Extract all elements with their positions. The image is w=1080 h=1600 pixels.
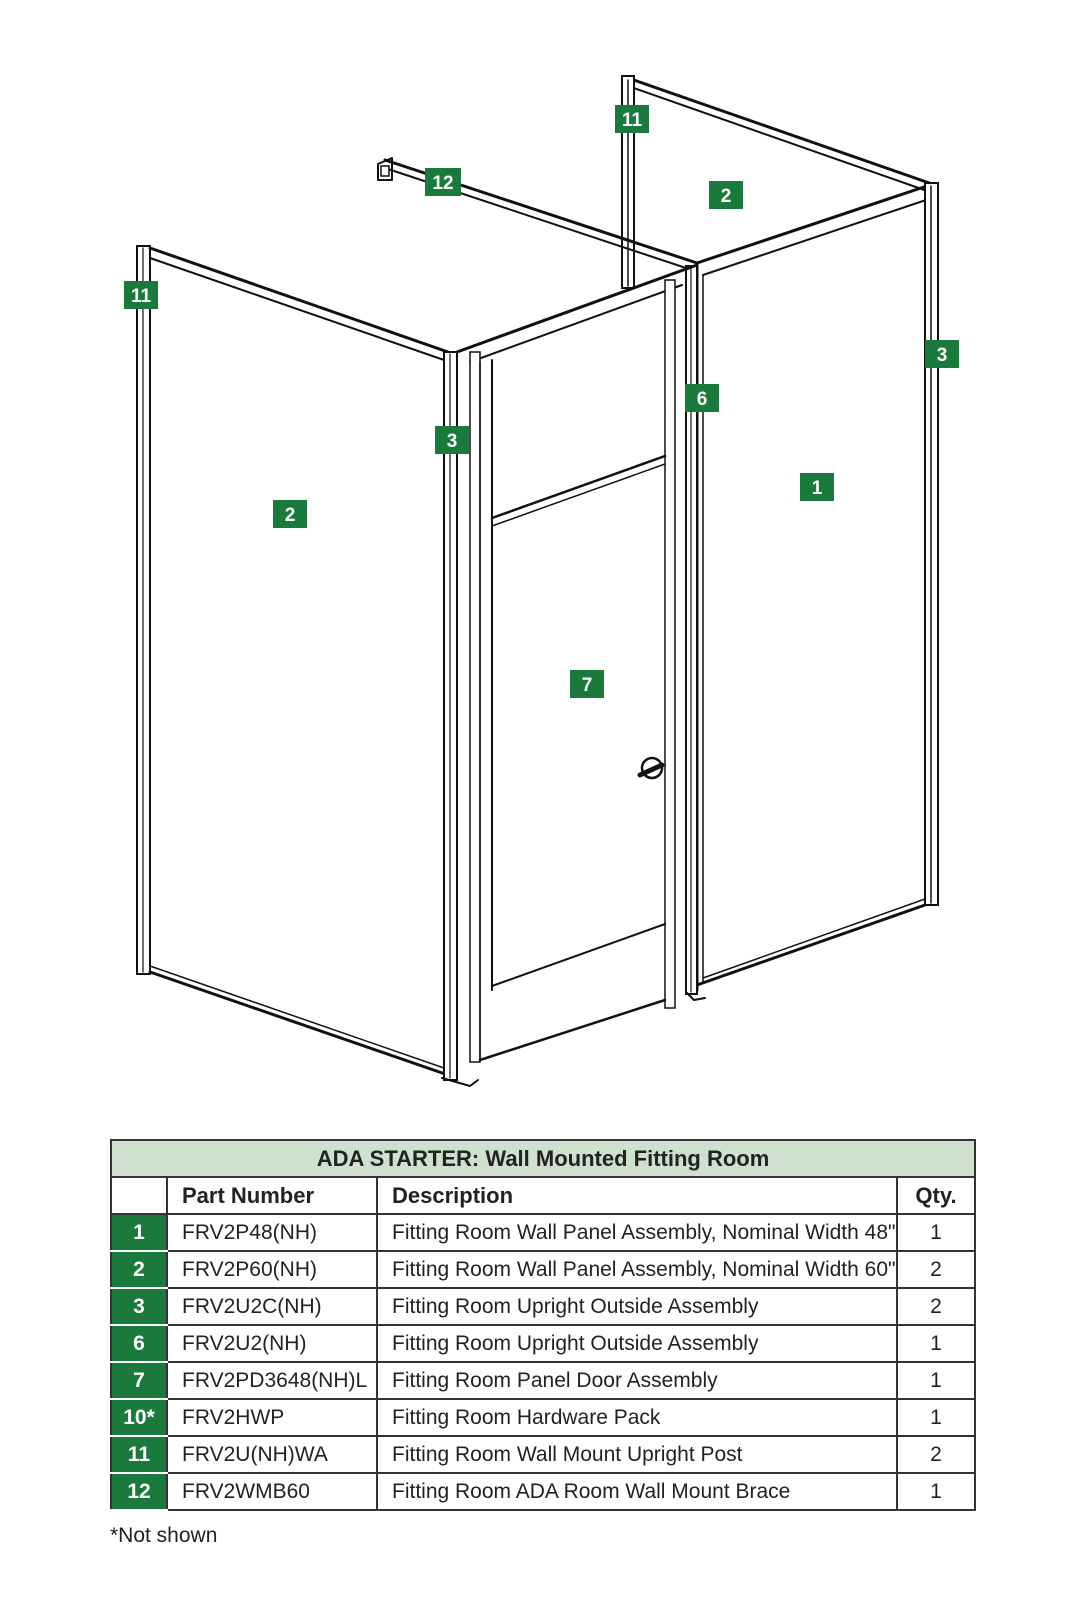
table-row xyxy=(111,1399,975,1436)
svg-text:11: 11 xyxy=(621,110,643,131)
qty-header: Qty. xyxy=(897,1177,975,1214)
part-number: FRV2P48(NH) xyxy=(167,1214,377,1251)
item-number: 2 xyxy=(111,1251,167,1288)
callout-7 xyxy=(570,670,604,698)
svg-text:7: 7 xyxy=(581,675,593,696)
description: Fitting Room Panel Door Assembly xyxy=(377,1362,897,1399)
part-number: FRV2HWP xyxy=(167,1399,377,1436)
description: Fitting Room Wall Panel Assembly, Nominal Width 60" xyxy=(377,1251,897,1288)
description: Fitting Room Upright Outside Assembly xyxy=(377,1325,897,1362)
callout-11-left xyxy=(124,281,158,309)
part-number: FRV2PD3648(NH)L xyxy=(167,1362,377,1399)
part-number: FRV2U(NH)WA xyxy=(167,1436,377,1473)
svg-text:11: 11 xyxy=(130,286,152,307)
description-header: Description xyxy=(377,1177,897,1214)
parts-table xyxy=(110,1139,976,1511)
part-number: FRV2P60(NH) xyxy=(167,1251,377,1288)
item-number: 10* xyxy=(111,1399,167,1436)
item-header xyxy=(111,1177,167,1214)
quantity: 1 xyxy=(897,1325,975,1362)
table-row xyxy=(111,1436,975,1473)
callout-11-back xyxy=(615,105,649,133)
quantity: 1 xyxy=(897,1362,975,1399)
parts-rows xyxy=(111,1214,975,1510)
svg-text:12: 12 xyxy=(432,173,454,194)
callout-12 xyxy=(425,168,461,196)
item-number: 1 xyxy=(111,1214,167,1251)
quantity: 2 xyxy=(897,1251,975,1288)
table-row xyxy=(111,1325,975,1362)
callout-1 xyxy=(800,473,834,501)
svg-text:3: 3 xyxy=(446,431,458,452)
part-number: FRV2WMB60 xyxy=(167,1473,377,1510)
front-door-panel xyxy=(457,265,697,1062)
description: Fitting Room Upright Outside Assembly xyxy=(377,1288,897,1325)
table-row xyxy=(111,1214,975,1251)
item-number: 12 xyxy=(111,1473,167,1510)
table-row xyxy=(111,1288,975,1325)
svg-text:1: 1 xyxy=(811,478,823,499)
right-wall xyxy=(697,183,938,990)
item-number: 7 xyxy=(111,1362,167,1399)
table-title: ADA STARTER: Wall Mounted Fitting Room xyxy=(111,1140,975,1177)
description: Fitting Room Wall Mount Upright Post xyxy=(377,1436,897,1473)
part-number-header: Part Number xyxy=(167,1177,377,1214)
middle-upright xyxy=(686,266,705,1000)
callout-2-back xyxy=(709,181,743,209)
svg-text:6: 6 xyxy=(696,389,708,410)
table-row xyxy=(111,1251,975,1288)
item-number: 6 xyxy=(111,1325,167,1362)
description: Fitting Room ADA Room Wall Mount Brace xyxy=(377,1473,897,1510)
quantity: 2 xyxy=(897,1288,975,1325)
svg-text:3: 3 xyxy=(936,345,948,366)
callout-2-left xyxy=(273,500,307,528)
quantity: 1 xyxy=(897,1214,975,1251)
quantity: 1 xyxy=(897,1473,975,1510)
part-number: FRV2U2(NH) xyxy=(167,1325,377,1362)
quantity: 1 xyxy=(897,1399,975,1436)
item-number: 11 xyxy=(111,1436,167,1473)
item-number: 3 xyxy=(111,1288,167,1325)
callout-3-right xyxy=(925,340,959,368)
svg-text:2: 2 xyxy=(284,505,296,526)
back-wall-frame xyxy=(622,76,935,288)
table-row xyxy=(111,1473,975,1510)
footnote: *Not shown xyxy=(110,1524,218,1547)
callout-3-front xyxy=(435,426,469,454)
description: Fitting Room Hardware Pack xyxy=(377,1399,897,1436)
description: Fitting Room Wall Panel Assembly, Nominal Width 48" xyxy=(377,1214,897,1251)
part-number: FRV2U2C(NH) xyxy=(167,1288,377,1325)
svg-text:2: 2 xyxy=(720,186,732,207)
table-row xyxy=(111,1362,975,1399)
quantity: 2 xyxy=(897,1436,975,1473)
callout-6 xyxy=(685,384,719,412)
left-wall xyxy=(137,246,448,1075)
